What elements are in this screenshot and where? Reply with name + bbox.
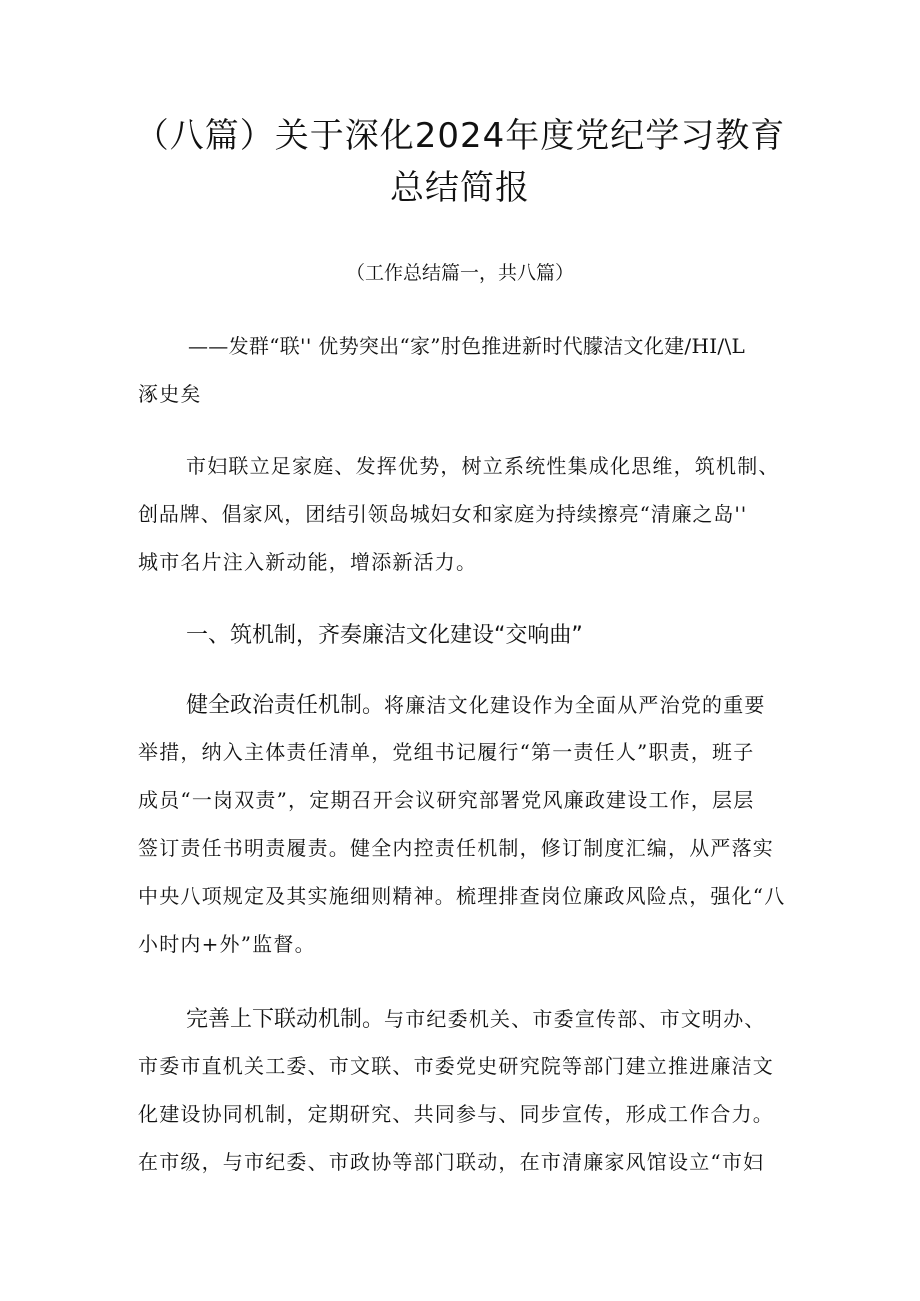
para-1-line-3: 成员“一岗双责”，定期召开会议研究部署党风廉政建设工作，层层 [138,788,755,812]
tagline-line-2: 涿史矣 [138,382,202,406]
intro-line-1: 市妇联立足家庭、发挥优势，树立系统性集成化思维，筑机制、 [186,454,780,478]
document-title-line-2: 总结简报 [390,168,530,208]
para-2-line-1-text: 与市纪委机关、市委宣传部、市文明办、 [384,1007,766,1031]
tagline-line-1: ——发群“联'' 优势突出“家”肘色推进新时代朦洁文化建/HI/\L [188,334,746,358]
para-2-line-1 [186,1002,766,1033]
intro-line-2: 创品牌、倡家风，团结引领岛城妇女和家庭为持续擦亮“清廉之岛'' [138,502,748,526]
intro-line-3: 城市名片注入新动能，增添新活力。 [138,550,478,574]
para-2-line-4: 在市级，与市纪委、市政协等部门联动，在市清廉家风馆设立“市妇 [138,1150,765,1174]
para-1-line-2: 举措，纳入主体责任清单，党组书记履行“第一责任人”职责，班子 [138,740,755,764]
para-1-line-1 [186,688,766,719]
para-1-line-1-text: 将廉洁文化建设作为全面从严治党的重要 [384,693,766,717]
para-1-line-4: 签订责任书明责履责。健全内控责任机制，修订制度汇编，从严落实 [138,836,774,860]
para-1-lead: 健全政治责任机制。 [186,693,385,718]
document-title-line-1: （八篇）关于深化2024年度党纪学习教育 [134,116,786,156]
para-2-lead: 完善上下联动机制。 [186,1007,385,1032]
para-1-line-5: 中央八项规定及其实施细则精神。梳理排查岗位廉政风险点，强化“八 [138,884,786,908]
section-1-heading: 一、筑机制，齐奏廉洁文化建设“交响曲” [186,623,583,648]
document-subtitle: （工作总结篇一，共八篇） [345,262,574,284]
para-2-line-3: 化建设协同机制，定期研究、共同参与、同步宣传，形成工作合力。 [138,1102,774,1126]
para-2-line-2: 市委市直机关工委、市文联、市委党史研究院等部门建立推进廉洁文 [138,1054,774,1078]
para-1-line-6: 小时内+外”监督。 [138,932,316,956]
